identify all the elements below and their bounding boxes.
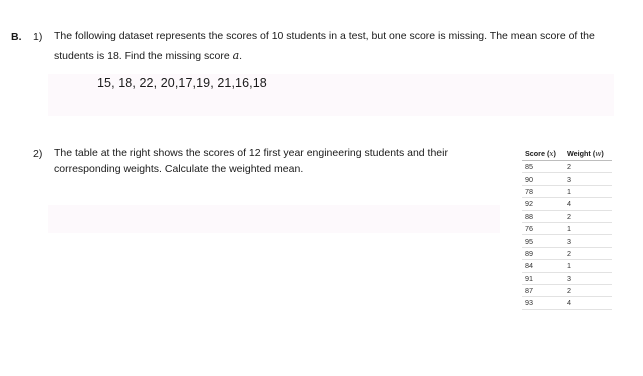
table-row bbox=[522, 210, 612, 222]
score-cell: 92 bbox=[522, 198, 564, 210]
weight-cell: 3 bbox=[564, 235, 612, 247]
weight-cell: 1 bbox=[564, 185, 612, 197]
question-1-line-1: The following dataset represents the scores of 10 students in a test, but one score is missing. The mean score of the bbox=[54, 30, 595, 42]
table-row bbox=[522, 161, 612, 173]
table-header-row bbox=[522, 147, 612, 161]
table-row bbox=[522, 173, 612, 185]
question-1-period: . bbox=[239, 50, 243, 62]
scores-weights-table bbox=[522, 147, 612, 310]
score-cell: 85 bbox=[522, 161, 564, 173]
table-row bbox=[522, 284, 612, 296]
score-cell: 90 bbox=[522, 173, 564, 185]
weight-cell: 4 bbox=[564, 198, 612, 210]
table-row bbox=[522, 185, 612, 197]
weight-column-header: Weight (w) bbox=[564, 147, 612, 161]
weight-cell: 1 bbox=[564, 260, 612, 272]
question-2-line-1: The table at the right shows the scores of 12 first year engineering students and their bbox=[54, 147, 448, 159]
score-cell: 84 bbox=[522, 260, 564, 272]
question-2-line-2: corresponding weights. Calculate the weighted mean. bbox=[54, 163, 304, 175]
missing-variable: a bbox=[232, 49, 240, 62]
weight-cell: 2 bbox=[564, 210, 612, 222]
score-cell: 87 bbox=[522, 284, 564, 296]
weight-cell: 2 bbox=[564, 161, 612, 173]
question-1-line-2 bbox=[54, 46, 242, 66]
score-cell: 78 bbox=[522, 185, 564, 197]
score-cell: 76 bbox=[522, 222, 564, 234]
score-cell: 88 bbox=[522, 210, 564, 222]
table-row bbox=[522, 222, 612, 234]
score-cell: 91 bbox=[522, 272, 564, 284]
table-row bbox=[522, 198, 612, 210]
table-row bbox=[522, 272, 612, 284]
table-row bbox=[522, 260, 612, 272]
score-column-header: Score (x) bbox=[522, 147, 564, 161]
question-1-text: students is 18. Find the missing score bbox=[54, 50, 233, 62]
question-2-number: 2) bbox=[33, 148, 43, 160]
section-label: B. bbox=[11, 31, 22, 43]
table-row bbox=[522, 297, 612, 309]
score-cell: 89 bbox=[522, 247, 564, 259]
question-1-number: 1) bbox=[33, 31, 43, 43]
weight-cell: 2 bbox=[564, 284, 612, 296]
weight-cell: 4 bbox=[564, 297, 612, 309]
table-row bbox=[522, 235, 612, 247]
weight-cell: 2 bbox=[564, 247, 612, 259]
weight-cell: 1 bbox=[564, 222, 612, 234]
score-cell: 93 bbox=[522, 297, 564, 309]
score-cell: 95 bbox=[522, 235, 564, 247]
question-2-background bbox=[48, 205, 500, 233]
table-row bbox=[522, 247, 612, 259]
weight-cell: 3 bbox=[564, 272, 612, 284]
dataset-values: 15, 18, 22, 20,17,19, 21,16,18 bbox=[97, 76, 267, 90]
weight-cell: 3 bbox=[564, 173, 612, 185]
